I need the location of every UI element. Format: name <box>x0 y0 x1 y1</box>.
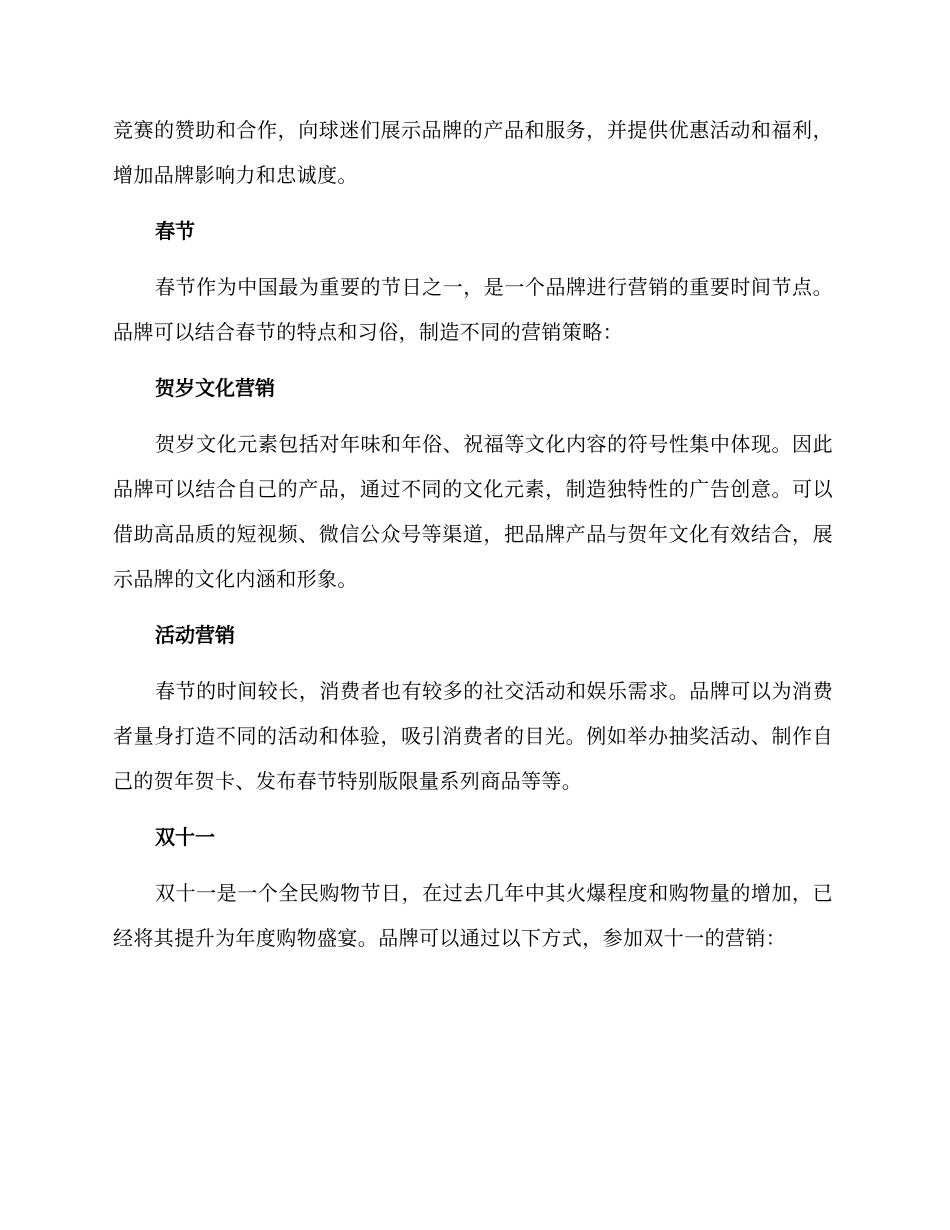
heading-spring-festival: 春节 <box>155 219 195 243</box>
document-body <box>113 108 833 961</box>
heading-event-marketing: 活动营销 <box>155 623 235 647</box>
paragraph-spring-festival: 春节作为中国最为重要的节日之一，是一个品牌进行营销的重要时间节点。品牌可以结合春节的特点和习俗，制造不同的营销策略： <box>113 275 833 344</box>
paragraph-sponsorship-continued: 竞赛的赞助和合作，向球迷们展示品牌的产品和服务，并提供优惠活动和福利，增加品牌影响力和忠诚度。 <box>113 118 833 187</box>
paragraph-event-marketing: 春节的时间较长，消费者也有较多的社交活动和娱乐需求。品牌可以为消费者量身打造不同的活动和体验，吸引消费者的目光。例如举办抽奖活动、制作自己的贺年贺卡、发布春节特别版限量系列商品等等。 <box>113 679 833 793</box>
paragraph-new-year-culture-marketing: 贺岁文化元素包括对年味和年俗、祝福等文化内容的符号性集中体现。因此品牌可以结合自己的产品，通过不同的文化元素，制造独特性的广告创意。可以借助高品质的短视频、微信公众号等渠道，把品牌产品与贺年文化有效结合，展示品牌的文化内涵和形象。 <box>113 432 833 591</box>
heading-double-eleven: 双十一 <box>155 825 215 849</box>
paragraph-double-eleven: 双十一是一个全民购物节日，在过去几年中其火爆程度和购物量的增加，已经将其提升为年度购物盛宴。品牌可以通过以下方式，参加双十一的营销： <box>113 881 833 950</box>
heading-new-year-culture-marketing: 贺岁文化营销 <box>155 376 275 400</box>
